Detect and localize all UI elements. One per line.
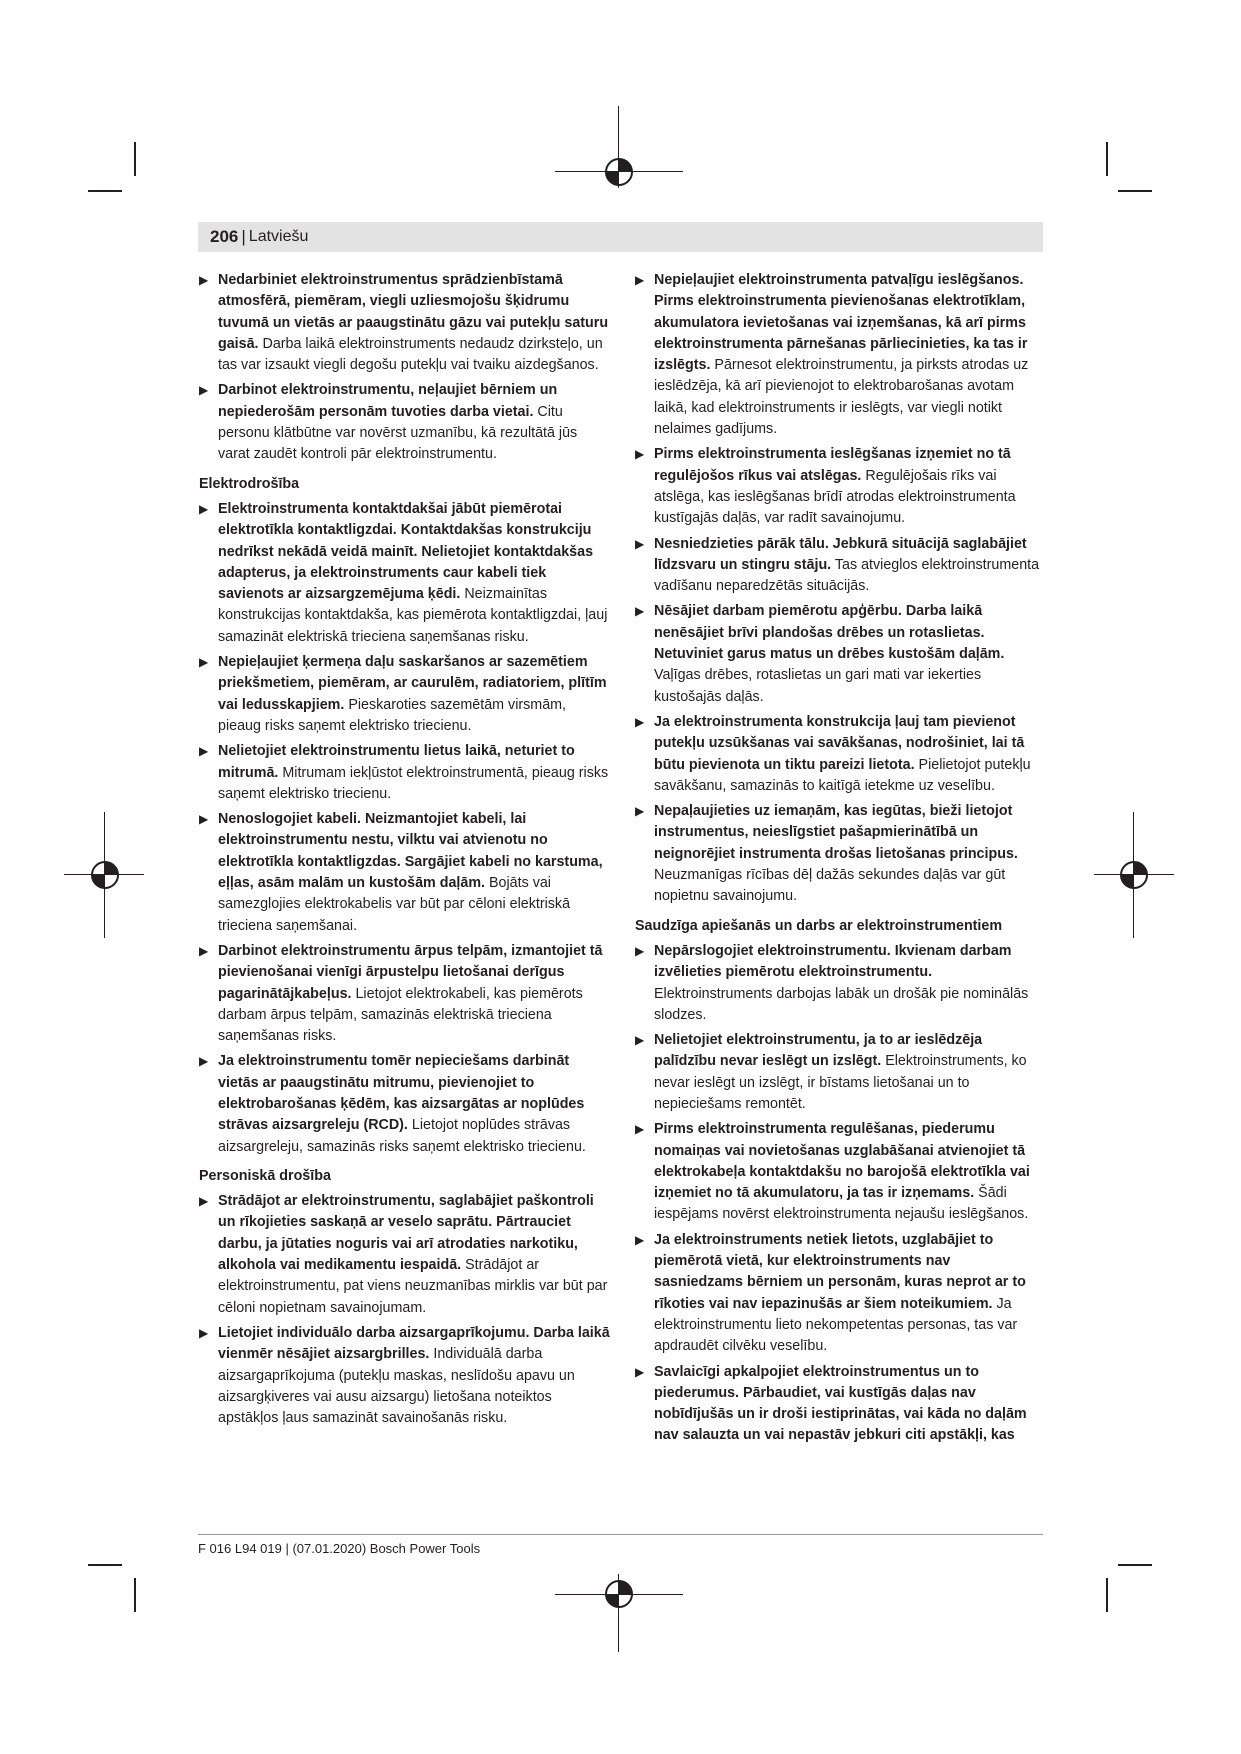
list-item [635, 1030, 1043, 1115]
crop-mark [88, 190, 122, 192]
crop-mark [1106, 142, 1108, 176]
list-item [635, 941, 1043, 1026]
item-text: Tas atvieglos elektroinstrumenta vadīšanu neparedzētās situācijās. [654, 556, 1040, 595]
item-text: Individuālā darba aizsargaprīkojuma (putekļu maskas, neslīdošu apavu un aizsargķiveres vai ausu aizsargu) lietošana noteiktos apstākļos ļaus samazināt savainošanās risku. [218, 1346, 575, 1427]
item-bold-text: Nesniedzieties pārāk tālu. Jebkurā situācijā saglabājiet līdzsvaru un stingru stāju. [654, 535, 1027, 573]
section-heading: Saudzīga apiešanās un darbs ar elektroinstrumentiem [635, 917, 1003, 934]
item-text: Ja elektroinstrumentu lieto nekompetentas personas, tas var apdraudēt cilvēku veselību. [654, 1295, 1018, 1355]
item-text: Darba laikā elektroinstruments nedaudz dzirksteļo, un tas var izsaukt viegli degošu putekļu vai tvaiku aizdegšanos. [218, 335, 603, 374]
list-item [635, 601, 1043, 707]
list-item [199, 499, 610, 648]
list-item [199, 1323, 610, 1429]
right-column [635, 270, 1043, 1451]
bullet-arrow-icon: ▶ [199, 744, 209, 759]
bullet-arrow-icon: ▶ [635, 1033, 645, 1048]
bullet-arrow-icon: ▶ [199, 501, 209, 516]
bullet-arrow-icon: ▶ [199, 812, 209, 827]
item-text: Elektroinstruments darbojas labāk un drošāk pie nominālās slodzes. [654, 985, 1029, 1023]
list-item [635, 270, 1043, 440]
item-text: Citu personu klātbūtne var novērst uzmanību, kā rezultātā jūs varat zaudēt kontroli pār elektroinstrumentu. [218, 403, 578, 463]
bullet-arrow-icon: ▶ [635, 447, 645, 462]
registration-target-icon [599, 1574, 639, 1614]
registration-target-icon [599, 152, 639, 192]
item-bold-text: Lietojiet individuālo darba aizsargaprīkojumu. Darba laikā vienmēr nēsājiet aizsargbrilles. [218, 1324, 610, 1363]
list-item [635, 1119, 1043, 1225]
item-text: Mitrumam iekļūstot elektroinstrumentā, pieaug risks saņemt elektrisko triecienu. [218, 764, 609, 802]
bullet-arrow-icon: ▶ [635, 536, 645, 551]
list-item [199, 1051, 610, 1157]
list-item [635, 534, 1043, 598]
section-heading: Personiskā drošība [199, 1167, 331, 1184]
item-bold-text: Nepārslogojiet elektroinstrumentu. Ikvienam darbam izvēlieties piemērotu elektroinstrumentu. [654, 942, 1012, 981]
item-bold-text: Darbinot elektroinstrumentu ārpus telpām, izmantojiet tā pievienošanai vienīgi ārpustelpu lietošanai derīgus pagarinātājkabeļus. [218, 942, 603, 1002]
item-bold-text: Nelietojiet elektroinstrumentu lietus laikā, neturiet to mitrumā. [218, 743, 575, 781]
item-bold-text: Ja elektroinstruments netiek lietots, uzglabājiet to piemērotā vietā, kur elektroinstruments nav sasniedzams bērniem un personām, kuras neprot ar to rīkoties vai nav iepazinušās ar šiem noteikumiem. [654, 1231, 1026, 1312]
page-header [198, 222, 1043, 252]
list-item [199, 741, 610, 805]
item-bold-text: Nelietojiet elektroinstrumentu, ja to ar ieslēdzēja palīdzību nevar ieslēgt un izslēgt. [654, 1032, 983, 1070]
item-bold-text: Savlaicīgi apkalpojiet elektroinstrumentus un to piederumus. Pārbaudiet, vai kustīgās daļas nav nobīdījušās un ir droši iestiprinātas, vai kāda no daļām nav salauzta un vai nepastāv jebkuri citi apstākļi, kas [654, 1363, 1027, 1444]
header-language: Latviešu [248, 228, 309, 245]
crop-mark [134, 1578, 136, 1612]
list-item [635, 712, 1043, 797]
bullet-arrow-icon: ▶ [635, 604, 645, 619]
item-bold-text: Ja elektroinstrumenta konstrukcija ļauj tam pievienot putekļu uzsūkšanas vai savākšanas, nodrošiniet, lai tā būtu pievienota un tiktu pareizi lietota. [654, 713, 1025, 773]
list-item [635, 1230, 1043, 1358]
crop-mark [1118, 1564, 1152, 1566]
item-bold-text: Darbinot elektroinstrumentu, neļaujiet bērniem un nepiederošām personām tuvoties darba vietai. [218, 382, 558, 420]
item-bold-text: Pirms elektroinstrumenta ieslēgšanas izņemiet no tā regulējošos rīkus vai atslēgas. [654, 446, 1011, 484]
bullet-arrow-icon: ▶ [635, 273, 645, 287]
item-text: Pielietojot putekļu savākšanu, samazinās to kaitīgā ietekme uz veselību. [654, 756, 1031, 794]
bullet-arrow-icon: ▶ [199, 1325, 209, 1340]
list-item [635, 801, 1043, 907]
item-text: Lietojot elektrokabeli, kas piemērots darbam ārpus telpām, samazinās elektriskā trieciena saņemšanas risks. [218, 985, 583, 1045]
header-separator: | [241, 227, 246, 246]
bullet-arrow-icon: ▶ [199, 655, 209, 670]
item-bold-text: Nedarbiniet elektroinstrumentus sprādzienbīstamā atmosfērā, piemēram, viegli uzliesmojošu šķidrumu tuvumā un vietās ar paaugstinātu gāzu vai putekļu saturu gaisā. [218, 272, 609, 352]
bullet-arrow-icon: ▶ [635, 943, 645, 958]
list-item [199, 380, 610, 465]
list-item [635, 1362, 1043, 1447]
crop-mark [1118, 190, 1152, 192]
list-item [199, 1191, 610, 1319]
item-bold-text: Nepieļaujiet ķermeņa daļu saskaršanos ar sazemētiem priekšmetiem, piemēram, ar caurulēm, radiatoriem, plītīm vai ledusskapjiem. [218, 654, 607, 713]
list-item [199, 941, 610, 1047]
page-number: 206 [210, 227, 239, 246]
bullet-arrow-icon: ▶ [199, 273, 209, 287]
registration-target-icon [85, 855, 125, 895]
crop-mark [1106, 1578, 1108, 1612]
item-bold-text: Nēsājiet darbam piemērotu apģērbu. Darba laikā nenēsājiet brīvi plandošas drēbes un rotaslietas. Netuviniet garus matus un drēbes kustošām daļām. [654, 603, 1005, 663]
section-heading: Elektrodrošība [199, 475, 300, 492]
item-text: Šādi iespējams novērst elektroinstrumenta nejaušu ieslēgšanos. [654, 1185, 1029, 1223]
item-text: Elektroinstruments, ko nevar ieslēgt un izslēgt, ir bīstams lietošanai un to nepieciešams remontēt. [654, 1053, 1027, 1112]
item-text: Vaļīgas drēbes, rotaslietas un gari mati var iekerties kustošajās daļās. [654, 667, 982, 705]
bullet-arrow-icon: ▶ [199, 1054, 209, 1069]
footer-divider [198, 1534, 1043, 1535]
item-bold-text: Nepieļaujiet elektroinstrumenta patvaļīgu ieslēgšanos. Pirms elektroinstrumenta pievienošanas elektrotīklam, akumulatora ievietošanas vai izņemšanas, kā arī pirms elektroinstrumenta pārnešanas pārliecinieties, ka tas ir izslēgts. [654, 272, 1028, 374]
list-item [199, 809, 610, 937]
page-footer: F 016 L94 019 | (07.01.2020) Bosch Power Tools [198, 1541, 481, 1556]
crop-mark [134, 142, 136, 176]
registration-target-icon [1114, 855, 1154, 895]
list-item [199, 270, 610, 376]
bullet-arrow-icon: ▶ [635, 804, 645, 819]
item-bold-text: Nenoslogojiet kabeli. Neizmantojiet kabeli, lai elektroinstrumentu nestu, vilktu vai atvienotu no elektrotīkla kontaktligzdas. Sargājiet kabeli no karstuma, eļļas, asām malām un kustošām daļām. [218, 811, 603, 892]
item-text: Neizmainītas konstrukcijas kontaktdakša, kas piemērota kontaktligzdai, ļauj samazināt elektriskā trieciena saņemšanas risku. [218, 586, 608, 645]
item-bold-text: Pirms elektroinstrumenta regulēšanas, piederumu nomaiņas vai novietošanas uzglabāšanai atvienojiet tā elektrokabeļa kontaktdakšu no barojošā elektrotīkla vai izņemiet no tā akumulatoru, ja tas ir izņemams. [654, 1121, 1030, 1202]
item-bold-text: Nepaļaujieties uz iemaņām, kas iegūtas, bieži lietojot instrumentus, neieslīgstiet pašapmierinātībā un neignorējiet instrumenta drošas lietošanas principus. [654, 803, 1018, 862]
bullet-arrow-icon: ▶ [635, 714, 645, 729]
item-text: Neuzmanīgas rīcības dēļ dažās sekundes daļās var gūt nopietnu savainojumu. [654, 867, 1006, 905]
item-text: Lietojot noplūdes strāvas aizsargreleju, samazinās risks saņemt elektrisko triecienu. [218, 1117, 586, 1155]
bullet-arrow-icon: ▶ [199, 1194, 209, 1209]
crop-mark [88, 1564, 122, 1566]
item-bold-text: Strādājot ar elektroinstrumentu, saglabājiet paškontroli un rīkojieties saskaņā ar veselo saprātu. Pārtrauciet darbu, ja jūtaties noguris vai arī atrodaties narkotiku, alkohola vai medikamentu iespaidā. [218, 1193, 594, 1274]
list-item [199, 652, 610, 737]
bullet-arrow-icon: ▶ [199, 943, 209, 958]
bullet-arrow-icon: ▶ [635, 1122, 645, 1137]
bullet-arrow-icon: ▶ [199, 383, 209, 398]
item-bold-text: Elektroinstrumenta kontaktdakšai jābūt piemērotai elektrotīkla kontaktligzdai. Kontaktdakšas konstrukciju nedrīkst nekādā veidā mainīt. Nelietojiet kontaktdakšas adapterus, ja elektroinstruments caur kabeli tiek savienots ar aizsargzemējuma ķēdi. [218, 500, 594, 603]
item-text: Pieskaroties sazemētām virsmām, pieaug risks saņemt elektrisko triecienu. [218, 696, 567, 734]
bullet-arrow-icon: ▶ [635, 1232, 645, 1247]
item-text: Regulējošais rīks vai atslēga, kas ieslēgšanas brīdī atrodas elektroinstrumenta kustīgajās daļās, var radīt savainojumu. [654, 467, 1016, 527]
bullet-arrow-icon: ▶ [635, 1364, 645, 1379]
item-text: Bojāts vai samezglojies elektrokabelis var būt par cēloni elektriskā trieciena saņemšanai. [218, 875, 571, 934]
left-column [199, 270, 610, 1433]
item-text: Pārnesot elektroinstrumentu, ja pirksts atrodas uz ieslēdzēja, kā arī pievienojot to elektrobarošanas avotam laikā, kad elektroinstruments ir ieslēgts, var viegli notikt nelaimes gadījums. [654, 357, 1029, 438]
item-text: Strādājot ar elektroinstrumentu, pat viens neuzmanības mirklis var būt par cēloni nopietnam savainojumam. [218, 1257, 608, 1316]
item-bold-text: Ja elektroinstrumentu tomēr nepieciešams darbināt vietās ar paaugstinātu mitrumu, pievienojiet to elektrobarošanas ķēdēm, kas aizsargātas ar noplūdes strāvas aizsargreleju (RCD). [218, 1053, 585, 1134]
list-item [635, 444, 1043, 529]
